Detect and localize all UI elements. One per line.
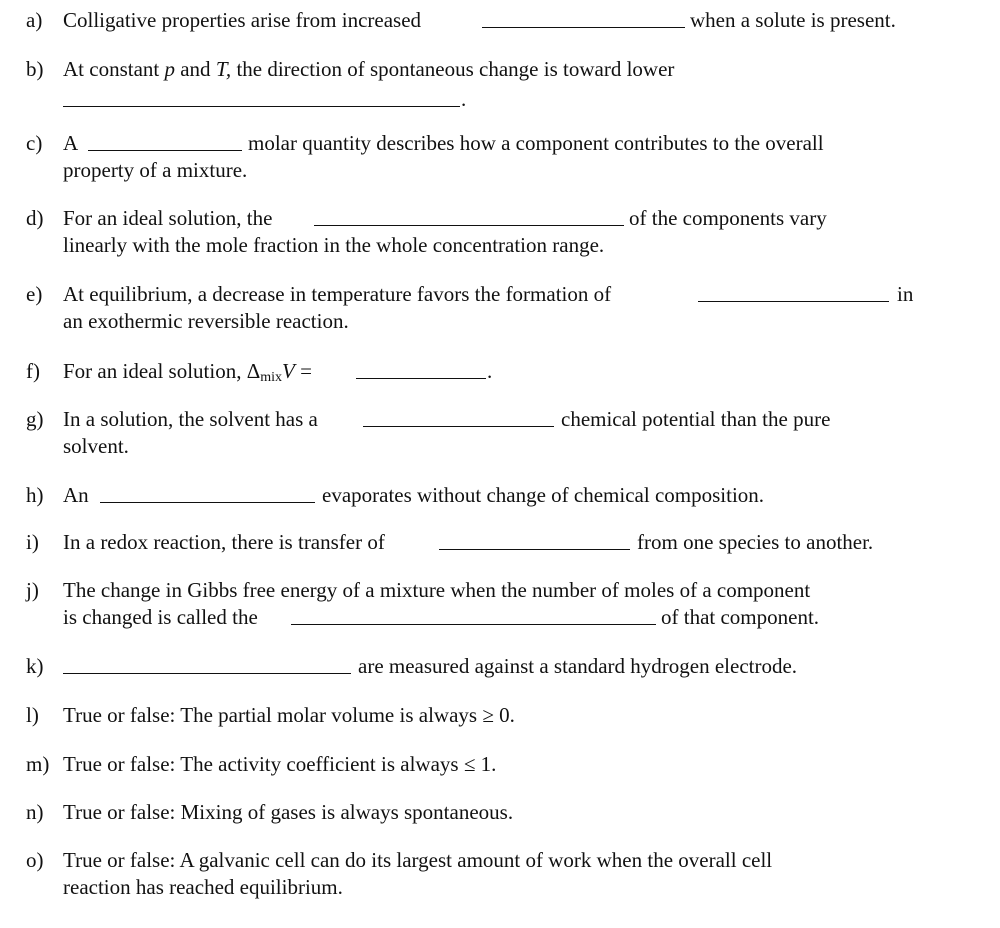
- question-text: an exothermic reversible reaction.: [63, 309, 349, 333]
- answer-blank[interactable]: [291, 604, 656, 625]
- question-label: e): [26, 282, 43, 306]
- question-text: is changed is called the: [63, 605, 258, 629]
- question-n: [26, 799, 960, 826]
- question-e: [26, 281, 960, 335]
- answer-blank[interactable]: [100, 482, 315, 503]
- question-text: The change in Gibbs free energy of a mixture when the number of moles of a component: [63, 578, 811, 602]
- question-text: True or false: Mixing of gases is always spontaneous.: [63, 800, 514, 824]
- question-text: when a solute is present.: [690, 8, 896, 32]
- question-text: the direction of spontaneous change is toward lower: [236, 57, 675, 81]
- answer-blank[interactable]: [356, 358, 486, 379]
- question-label: n): [26, 800, 44, 824]
- question-text: True or false: The partial molar volume is always ≥ 0.: [63, 703, 515, 727]
- question-label: k): [26, 654, 44, 678]
- question-c: [26, 130, 960, 184]
- answer-blank[interactable]: [314, 205, 624, 226]
- pressure-variable: p: [164, 57, 175, 81]
- question-o: [26, 847, 960, 901]
- question-a: [26, 7, 960, 34]
- answer-blank[interactable]: [439, 529, 630, 550]
- answer-blank[interactable]: [63, 653, 351, 674]
- question-text: True or false: The activity coefficient is always ≤ 1.: [63, 752, 497, 776]
- question-label: h): [26, 483, 44, 507]
- question-text: True or false: A galvanic cell can do its largest amount of work when the overall cell: [63, 848, 773, 872]
- question-text: solvent.: [63, 434, 129, 458]
- question-text: Colligative properties arise from increased: [63, 8, 422, 32]
- question-label: o): [26, 848, 44, 872]
- question-text: evaporates without change of chemical composition.: [322, 483, 765, 507]
- question-text: linearly with the mole fraction in the whole concentration range.: [63, 233, 605, 257]
- question-text: A: [63, 131, 79, 155]
- question-l: [26, 702, 960, 729]
- question-label: i): [26, 530, 39, 554]
- question-text: In a solution, the solvent has a: [63, 407, 318, 431]
- answer-blank[interactable]: [63, 86, 460, 107]
- question-label: f): [26, 359, 40, 383]
- question-label: c): [26, 131, 43, 155]
- question-label: l): [26, 703, 39, 727]
- question-text: chemical potential than the pure: [561, 407, 831, 431]
- question-label: b): [26, 57, 44, 81]
- question-text: An: [63, 483, 89, 507]
- answer-blank[interactable]: [698, 281, 889, 302]
- period: .: [461, 87, 467, 111]
- question-text: property of a mixture.: [63, 158, 248, 182]
- question-text: of that component.: [661, 605, 820, 629]
- question-label: d): [26, 206, 44, 230]
- temperature-variable: T,: [215, 57, 232, 81]
- question-text: In a redox reaction, there is transfer of: [63, 530, 385, 554]
- question-text: molar quantity describes how a component contributes to the overall: [248, 131, 824, 155]
- question-b: [26, 56, 960, 113]
- question-text: and: [180, 57, 211, 81]
- question-m: [26, 751, 960, 778]
- question-label: g): [26, 407, 44, 431]
- volume-variable: V: [282, 359, 295, 383]
- question-text: At equilibrium, a decrease in temperature favors the formation of: [63, 282, 612, 306]
- question-text: For an ideal solution, the: [63, 206, 273, 230]
- question-f: [26, 358, 960, 385]
- answer-blank[interactable]: [363, 406, 554, 427]
- question-text: from one species to another.: [637, 530, 874, 554]
- question-j: [26, 577, 960, 631]
- question-text: in: [897, 282, 914, 306]
- question-text: For an ideal solution, Δ: [63, 359, 261, 383]
- question-label: m): [26, 752, 50, 776]
- question-text: reaction has reached equilibrium.: [63, 875, 343, 899]
- question-label: j): [26, 578, 39, 602]
- question-g: [26, 406, 960, 460]
- mix-subscript: mix: [260, 370, 283, 385]
- question-d: [26, 205, 960, 259]
- question-text: of the components vary: [629, 206, 827, 230]
- question-text: At constant: [63, 57, 160, 81]
- answer-blank[interactable]: [88, 130, 242, 151]
- question-h: [26, 482, 960, 509]
- equals-sign: =: [294, 359, 312, 383]
- question-i: [26, 529, 960, 556]
- question-k: [26, 653, 960, 680]
- question-text: are measured against a standard hydrogen electrode.: [358, 654, 798, 678]
- answer-blank[interactable]: [482, 7, 685, 28]
- question-label: a): [26, 8, 43, 32]
- period: .: [487, 359, 493, 383]
